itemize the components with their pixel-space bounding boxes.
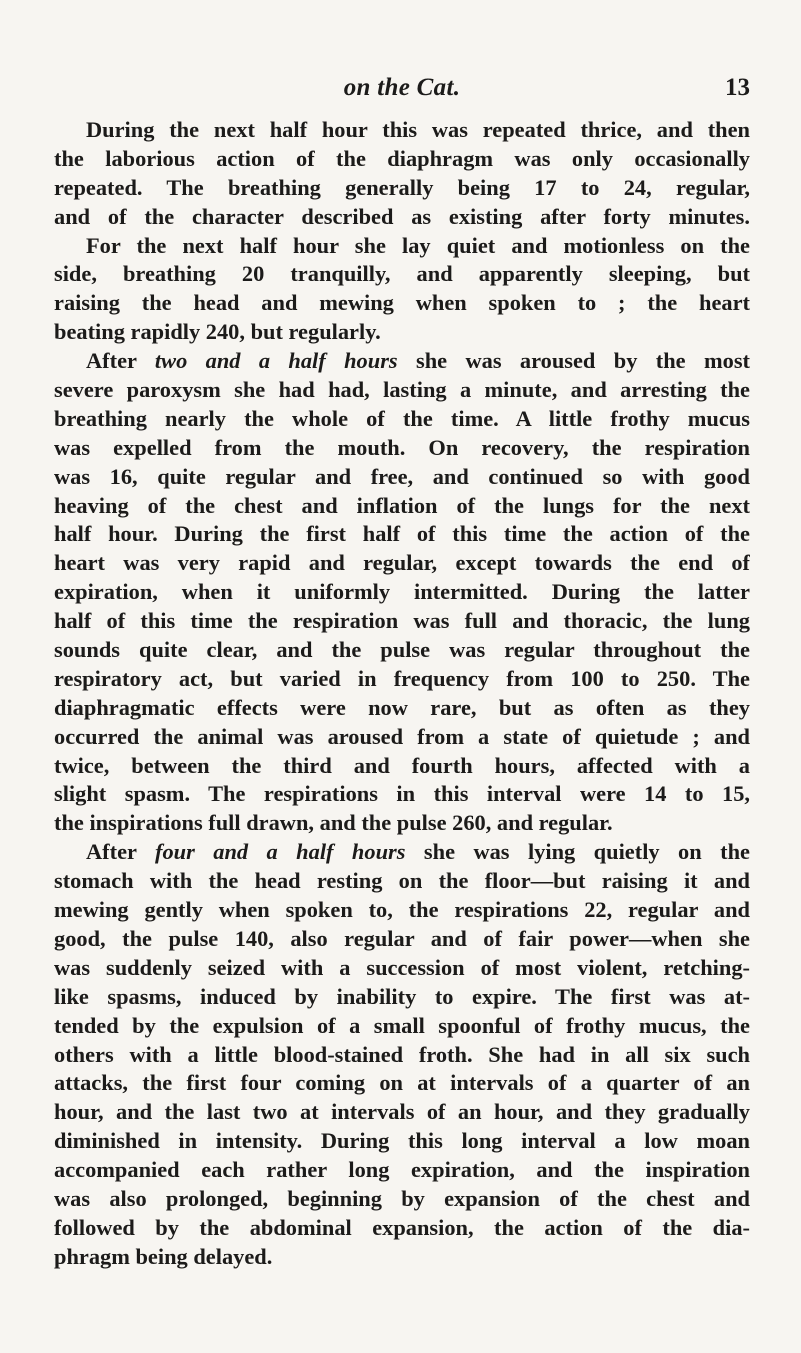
text-line: was expelled from the mouth. On recovery, the respiration: [54, 434, 750, 460]
text-line: good, the pulse 140, also regular and of fair power—when she: [54, 925, 750, 951]
text-line: raising the head and mewing when spoken to ; the heart: [54, 290, 750, 316]
text-line: tended by the expulsion of a small spoonful of frothy mucus, the: [54, 1012, 750, 1038]
page-number: 13: [725, 74, 750, 101]
text-line: the laborious action of the diaphragm was only occasionally: [54, 145, 750, 171]
text-line: like spasms, induced by inability to expire. The first was at-: [54, 983, 750, 1009]
text-line: repeated. The breathing generally being 17 to 24, regular,: [54, 174, 750, 200]
text-line: hour, and the last two at intervals of an hour, and they gradually: [54, 1099, 750, 1125]
text-line: heaving of the chest and inflation of the lungs for the next: [54, 492, 750, 518]
text-line: During the next half hour this was repeated thrice, and then: [86, 117, 750, 142]
italic-phrase: two and a half hours: [154, 348, 398, 374]
text-line: others with a little blood-stained froth. She had in all six such: [54, 1041, 750, 1067]
book-page: [54, 74, 750, 1272]
text-segment: After: [86, 839, 155, 865]
text-line: beating rapidly 240, but regularly.: [54, 319, 381, 345]
text-line: expiration, when it uniformly intermitted. During the latter: [54, 579, 750, 605]
text-line: breathing nearly the whole of the time. A little frothy mucus: [54, 405, 750, 431]
text-line: half hour. During the first half of this time the action of the: [54, 521, 750, 547]
text-segment: she was aroused by the most: [397, 348, 750, 374]
text-line: severe paroxysm she had had, lasting a minute, and arresting the: [54, 377, 750, 403]
text-line: slight spasm. The respirations in this interval were 14 to 15,: [54, 781, 750, 807]
text-line: and of the character described as existing after forty minutes.: [54, 203, 750, 229]
text-line: occurred the animal was aroused from a state of quietude ; and: [54, 723, 750, 749]
text-line: side, breathing 20 tranquilly, and apparently sleeping, but: [54, 261, 750, 287]
text-line: heart was very rapid and regular, except towards the end of: [54, 550, 750, 576]
text-line: twice, between the third and fourth hours, affected with a: [54, 752, 750, 778]
text-line: was also prolonged, beginning by expansion of the chest and: [54, 1185, 750, 1211]
text-line: was suddenly seized with a succession of most violent, retching-: [54, 954, 750, 980]
running-head: [54, 74, 750, 114]
text-line: was 16, quite regular and free, and continued so with good: [54, 463, 750, 489]
text-line: phragm being delayed.: [54, 1243, 273, 1269]
body-text: [54, 116, 750, 1272]
text-line: half of this time the respiration was full and thoracic, the lung: [54, 608, 750, 634]
text-line: mewing gently when spoken to, the respirations 22, regular and: [54, 897, 750, 923]
text-line: attacks, the first four coming on at intervals of a quarter of an: [54, 1070, 750, 1096]
text-line: [54, 838, 750, 867]
text-line: diminished in intensity. During this long interval a low moan: [54, 1128, 750, 1154]
text-line: the inspirations full drawn, and the pulse 260, and regular.: [54, 810, 613, 836]
text-segment: she was lying quietly on the: [405, 839, 750, 865]
running-title: on the Cat.: [343, 74, 461, 101]
text-line: [54, 347, 750, 376]
italic-phrase: four and a half hours: [155, 839, 406, 865]
text-line: stomach with the head resting on the floor—but raising it and: [54, 868, 750, 894]
text-line: accompanied each rather long expiration, and the inspiration: [54, 1157, 750, 1183]
text-line: respiratory act, but varied in frequency from 100 to 250. The: [54, 665, 750, 691]
text-line: diaphragmatic effects were now rare, but as often as they: [54, 694, 750, 720]
text-line: followed by the abdominal expansion, the action of the dia-: [54, 1214, 750, 1240]
text-segment: After: [86, 348, 155, 374]
text-line: sounds quite clear, and the pulse was regular throughout the: [54, 637, 750, 663]
text-line: For the next half hour she lay quiet and motionless on the: [86, 232, 750, 258]
